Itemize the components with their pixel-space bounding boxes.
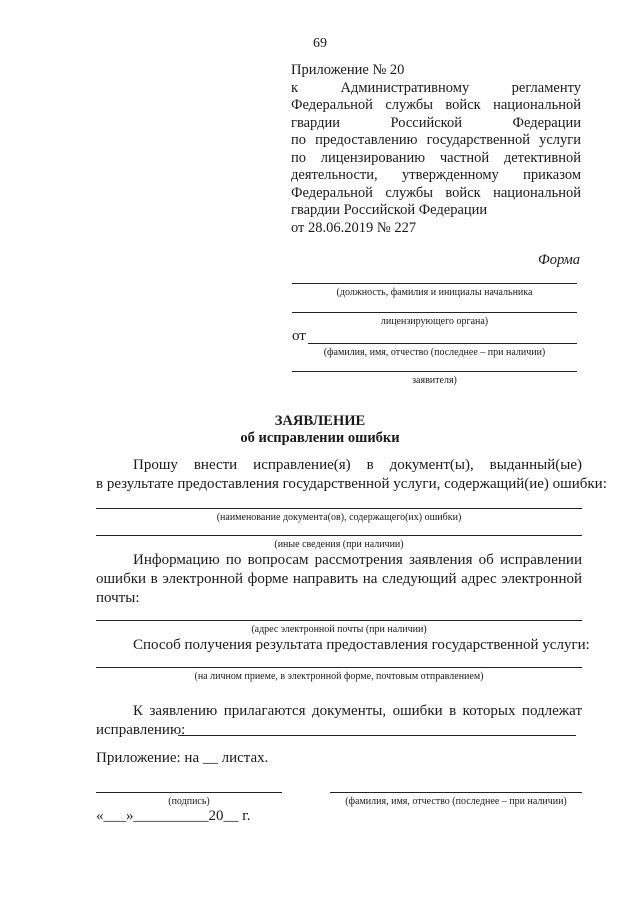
form-label: Форма bbox=[538, 252, 580, 268]
request-paragraph bbox=[96, 456, 607, 494]
email-field-line[interactable] bbox=[96, 620, 582, 621]
organ-caption: лицензирующего органа) bbox=[380, 316, 489, 327]
applicant-field-line[interactable] bbox=[308, 343, 577, 344]
approval-line: по предоставлению государственной услуги bbox=[291, 132, 581, 148]
approval-line: Приложение № 20 bbox=[291, 62, 405, 78]
attachments-field-line[interactable] bbox=[178, 735, 576, 736]
name-caption: (фамилия, имя, отчество (последнее – при наличии) bbox=[345, 796, 567, 807]
other-info-caption: (иные сведения (при наличии) bbox=[274, 539, 404, 550]
approval-line: Федеральной службы войск национальной bbox=[291, 97, 581, 113]
email-caption: (адрес электронной почты (при наличии) bbox=[251, 624, 427, 635]
document-subtitle: об исправлении ошибки bbox=[240, 430, 400, 446]
appendix-text: Приложение: на __ листах. bbox=[96, 750, 269, 766]
docs-caption: (наименование документа(ов), содержащего(их) ошибки) bbox=[216, 512, 462, 523]
method-caption: (на личном приеме, в электронной форме, почтовым отправлением) bbox=[194, 671, 484, 682]
approval-line: деятельности, утвержденному приказом bbox=[291, 167, 581, 183]
approval-line: гвардии Российской Федерации bbox=[291, 114, 581, 131]
approval-line: к Административному регламенту bbox=[291, 79, 581, 96]
signature-field-line[interactable] bbox=[96, 792, 282, 793]
attachments-line-2: исправлению: bbox=[96, 722, 186, 738]
attachments-line-1: К заявлению прилагаются документы, ошибки в которых подлежат bbox=[133, 703, 582, 719]
date-field[interactable]: «___»__________20__ г. bbox=[96, 808, 251, 824]
method-paragraph bbox=[96, 636, 590, 655]
organ-field-line[interactable] bbox=[292, 312, 577, 313]
info-line-1: Информацию по вопросам рассмотрения заявления об исправлении bbox=[133, 552, 582, 568]
request-line-1: Прошу внести исправление(я) в документ(ы), выданный(ые) bbox=[133, 457, 582, 473]
position-field-line[interactable] bbox=[292, 283, 577, 284]
position-caption: (должность, фамилия и инициалы начальника bbox=[336, 287, 533, 298]
from-label: от bbox=[292, 328, 306, 344]
approval-line: от 28.06.2019 № 227 bbox=[291, 219, 417, 236]
applicant-caption: (фамилия, имя, отчество (последнее – при наличии) bbox=[323, 347, 546, 358]
approval-line: Федеральной службы войск национальной bbox=[291, 184, 581, 201]
other-info-field-line[interactable] bbox=[96, 535, 582, 536]
signature-caption: (подпись) bbox=[168, 796, 210, 807]
approval-line: по лицензированию частной детективной bbox=[291, 149, 581, 166]
info-paragraph bbox=[96, 551, 582, 608]
page-number: 69 bbox=[313, 36, 327, 51]
name-field-line[interactable] bbox=[330, 792, 582, 793]
request-line-2: в результате предоставления государственной услуги, содержащий(ие) ошибки: bbox=[96, 476, 607, 492]
method-line-1: Способ получения результата предоставления государственной услуги: bbox=[133, 637, 590, 653]
method-field-line[interactable] bbox=[96, 667, 582, 668]
applicant-field-line-2[interactable] bbox=[292, 371, 577, 372]
info-line-2: ошибки в электронной форме направить на следующий адрес электронной bbox=[96, 571, 582, 587]
document-title: ЗАЯВЛЕНИЕ bbox=[274, 413, 366, 429]
approval-line: гвардии Российской Федерации bbox=[291, 202, 488, 218]
info-line-3: почты: bbox=[96, 590, 140, 606]
approval-block bbox=[291, 62, 581, 237]
applicant-caption-2: заявителя) bbox=[412, 375, 457, 386]
docs-field-line[interactable] bbox=[96, 508, 582, 509]
